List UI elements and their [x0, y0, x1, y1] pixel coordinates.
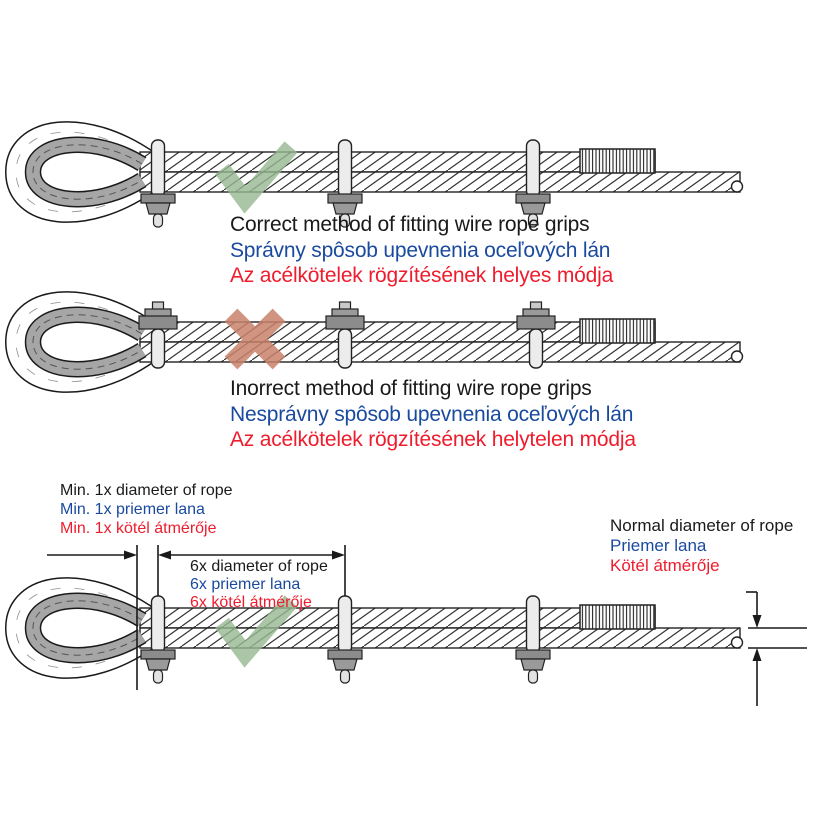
dim-normal-en: Normal diameter of rope	[610, 516, 794, 535]
caption-incorrect	[230, 376, 636, 453]
dim-normal-sk: Priemer lana	[610, 536, 707, 555]
dim-6x-hu: 6x kötél átmérője	[190, 594, 312, 611]
wire-rope-thimble	[16, 132, 743, 212]
incorrect-assembly-illustration	[16, 302, 743, 382]
dim-min1x-en: Min. 1x diameter of rope	[60, 482, 233, 499]
caption-correct-en: Correct method of fitting wire rope grips	[230, 213, 590, 236]
caption-incorrect-hu: Az acélkötelek rögzítésének helytelen módja	[230, 428, 636, 451]
caption-correct-hu: Az acélkötelek rögzítésének helyes módja	[230, 264, 614, 287]
wire-rope-thimble	[16, 588, 743, 668]
dim-6x-en: 6x diameter of rope	[190, 558, 328, 575]
wire-rope-thimble	[16, 302, 743, 382]
dim-6x-sk: 6x priemer lana	[190, 576, 301, 593]
dim-label-min1x	[60, 481, 233, 538]
dim-normal-hu: Kötél átmérője	[610, 556, 720, 575]
dimensioned-assembly-illustration	[16, 588, 743, 683]
dim-min1x-hu: Min. 1x kötél átmérője	[60, 520, 217, 537]
dim-label-normal	[610, 516, 793, 576]
caption-correct	[230, 212, 613, 289]
caption-correct-sk: Správny spôsob upevnenia oceľových lán	[230, 238, 611, 262]
caption-incorrect-sk: Nesprávny spôsob upevnenia oceľových lán	[230, 402, 634, 426]
dim-label-6x	[190, 558, 328, 612]
caption-incorrect-en: Inorrect method of fitting wire rope grips	[230, 377, 592, 400]
dim-min1x-sk: Min. 1x priemer lana	[60, 501, 205, 518]
